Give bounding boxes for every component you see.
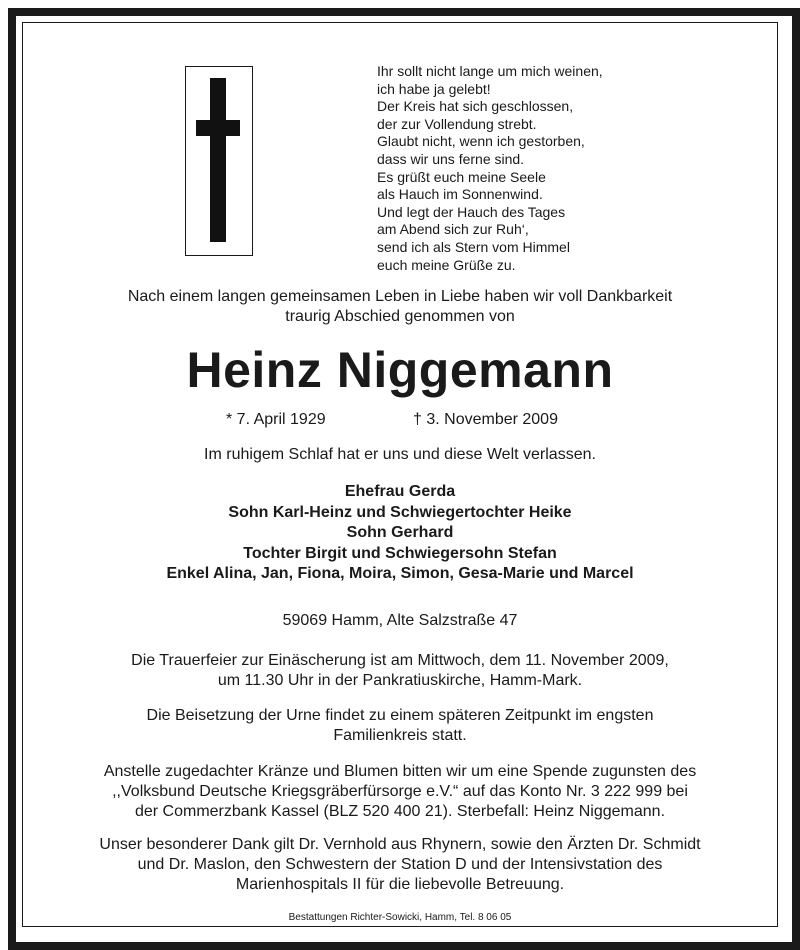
poem-line: send ich als Stern vom Himmel <box>377 238 570 255</box>
family-member: Sohn Gerhard <box>346 524 454 541</box>
cross-horizontal-bar <box>196 120 240 136</box>
poem-line: als Hauch im Sonnenwind. <box>377 186 543 203</box>
thanks-line: Marienhospitals II für die liebevolle Betreuung. <box>235 876 565 893</box>
thanks-notice <box>30 835 770 895</box>
sleep-text: Im ruhigem Schlaf hat er uns und diese Welt verlassen. <box>204 446 596 463</box>
ceremony-line: Die Trauerfeier zur Einäscherung ist am Mittwoch, dem 11. November 2009, <box>131 652 669 669</box>
cross-vertical-bar <box>210 78 226 242</box>
poem-line: dass wir uns ferne sind. <box>377 150 525 167</box>
address: 59069 Hamm, Alte Salzstraße 47 <box>282 612 518 629</box>
deceased-name: Heinz Niggemann <box>186 342 614 398</box>
intro-line: Nach einem langen gemeinsamen Leben in Liebe haben wir voll Dankbarkeit <box>127 288 673 305</box>
poem-line: Und legt der Hauch des Tages <box>377 203 566 220</box>
burial-line: Familienkreis statt. <box>333 727 467 744</box>
ceremony-notice <box>30 651 770 691</box>
burial-notice <box>30 706 770 746</box>
poem-line: Es grüßt euch meine Seele <box>377 168 546 185</box>
intro-line: traurig Abschied genommen von <box>285 308 515 325</box>
poem-line: ich habe ja gelebt! <box>377 80 491 97</box>
poem <box>377 63 677 274</box>
family-member: Ehefrau Gerda <box>344 483 456 500</box>
poem-line: Der Kreis hat sich geschlossen, <box>377 98 574 115</box>
death-date: † 3. November 2009 <box>413 411 558 428</box>
intro-text <box>30 287 770 327</box>
family-member: Tochter Birgit und Schwiegersohn Stefan <box>243 544 557 562</box>
burial-line: Die Beisetzung der Urne findet zu einem späteren Zeitpunkt im engsten <box>146 707 654 724</box>
birth-date: * 7. April 1929 <box>226 411 326 428</box>
thanks-line: und Dr. Maslon, den Schwestern der Station D und der Intensivstation des <box>137 856 663 873</box>
thanks-line: Unser besonderer Dank gilt Dr. Vernhold aus Rhynern, sowie den Ärzten Dr. Schmidt <box>99 836 701 853</box>
family-member: Enkel Alina, Jan, Fiona, Moira, Simon, Gesa-Marie und Marcel <box>166 565 634 582</box>
family-list <box>30 482 770 585</box>
donation-line: der Commerzbank Kassel (BLZ 520 400 21). Sterbefall: Heinz Niggemann. <box>134 803 666 820</box>
ceremony-line: um 11.30 Uhr in der Pankratiuskirche, Hamm-Mark. <box>217 672 583 689</box>
family-member: Sohn Karl-Heinz und Schwiegertochter Heike <box>228 503 572 521</box>
funeral-home-footer: Bestattungen Richter-Sowicki, Hamm, Tel. 8 06 05 <box>288 912 512 923</box>
donation-notice <box>30 762 770 822</box>
poem-line: der zur Vollendung strebt. <box>377 115 537 132</box>
poem-line: euch meine Grüße zu. <box>377 256 516 273</box>
donation-line: Anstelle zugedachter Kränze und Blumen bitten wir um eine Spende zugunsten des <box>103 763 697 780</box>
poem-line: Glaubt nicht, wenn ich gestorben, <box>377 133 585 150</box>
donation-line: ,,Volksbund Deutsche Kriegsgräberfürsorge e.V.“ auf das Konto Nr. 3 222 999 bei <box>112 783 688 800</box>
poem-line: am Abend sich zur Ruh‘, <box>377 221 529 238</box>
poem-line: Ihr sollt nicht lange um mich weinen, <box>377 63 603 79</box>
